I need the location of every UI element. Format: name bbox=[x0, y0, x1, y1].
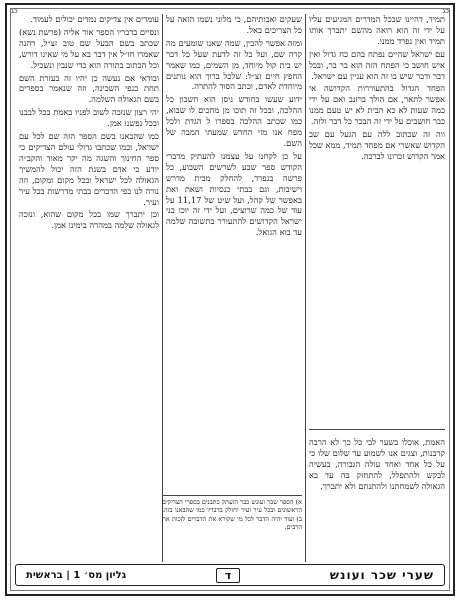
paragraph: ידוע שעשו בחודש ניסן הוא חשבון כל ההלכה, ובכל זה תוכו מן מחכים לו שבוא, כמו שכתב ההלכה בספרו ל הגדת ולכל מפח אנו מזי החדש שמעתי המבה של השם. bbox=[166, 94, 302, 148]
paragraph: שעקים ואבותיהם, כי מלוני נשמו הזאה על כל הצריכים באל. bbox=[166, 14, 302, 35]
header-mark-left: כג bbox=[11, 7, 18, 15]
paragraph: כמו שהבאנו בשם הספר הזה שם לכל עם ישראל, וכמו שכתבו גדולי עולם הצדיקים כי ספר החינוך והשגה מה יקר מאוד והקב״ה יודע כי אדם בשנת הזה יכול להמשיך הגאולה לכל ישראל ובכל מקום ומקום, וזה נורה לנו כפי הדברים בבתי מדרשות בכל עיר ועיר. bbox=[19, 131, 159, 207]
paragraph: ווה זה שכתוב ללה עם הגעל עם שב הקדוש שאשרי אם מפחד תמיד, ממא שכל אמר הקדוש זכרונו לברכה. bbox=[309, 129, 445, 161]
page-number: ד bbox=[216, 568, 240, 583]
paragraph: עם ישראל שהיים נפתח בהם כח גדול ואין איש חושב כי הפתח הזה הוא בר בר, ובכל דבר ודבר שיש בו זה הוא עניין עם ישראל. bbox=[309, 48, 445, 81]
paragraph: הפחד הגדול בהתעוררות הקדושה אי אפשר לתאר, אם הולך ברזנב ואם על ידי כמה שעות לא כא הבית לא יש טעם ממנו כבר חושבים על ידי זה הבכר כל דבר ולזה. bbox=[309, 83, 445, 127]
paragraph: עומדים אין צדיקים נמדים יכולים לעמוד. bbox=[30, 14, 159, 24]
paragraph: תמיד, דהיינו שבכל המדרים המגיעים עליו על ידי זה הוא רואה מהשם יתברך אותו תמיד ואין נפרד ממנו. bbox=[309, 14, 445, 46]
issue-label: גליון מס׳ 1 | בראשית bbox=[26, 569, 127, 581]
paragraph: וכן יתברך שמו בכל מקום שהוא, ונזכה לגאולה שלמה במהרה בימינו אמן. bbox=[19, 209, 159, 231]
column-right bbox=[309, 14, 445, 432]
paragraph: על כן לקחנו על עצמנו להעתיק מדברי הקודש ספר שבע לשרשים השבוע, כל פרשה בנפרד, להחלק מבית מדרש וישיבות, וגם בבתי כנסיות ושאת ואת באפשר של קהל, ועל שיט של 11,17 על עוד של כמה שרוצים, ועל ידי זה יוכו בני ישראל הקדושים להתעורר בתשובה שלמה עד בוא הגואל. bbox=[166, 150, 302, 238]
paragraph: ובודאי אם נעשה כן יהיו זה בעזרת השם תחת כנפי השכינה, וזה שנאמר בספרים בשם הגאולה השלמה. bbox=[19, 72, 159, 105]
newsletter-page bbox=[5, 3, 455, 596]
paragraph: ומזה אפשר להבין, שמה שאנו שומעים מה קרה שם, ועל כל זה לדעת שעל כל דבר יש בית קול מיוחד, מן השמים, כמו שאמר החפץ חיים זצ״ל: שלכל ברוך הוא נותנים מיוחדת לאדם, וכתב הסוד להתרה. bbox=[166, 37, 302, 92]
paragraph: יהי רצון שנזכה לשוב לפניו באמת בכל לבבנו ובכל נפשנו אמן. bbox=[19, 107, 159, 129]
publication-title: שערי שכר ועונש bbox=[329, 568, 434, 582]
paragraph: האמת, אוכלו בשער לבי כל כך לא הרבה קרבנות, וצגים אנו לשמוע עד שלום שלו כי על כל אחד ואחד עולה הגבורה, בעשיה לבקש ולהתפלל, להתחזק בה עד בא הגאולה לשמחתנו ולהתנחם ולא יתברך. bbox=[309, 437, 445, 491]
paragraph: ונסיים בדבריו הספר אור אליה (פרשת נשא) שכתב בשם הבעל שם טוב זצ״ל, דהנה שאמרו חז״ל אין דבר בא על מי שאינו דורש, וכל הכתוב בתורה הוא כדי שנבין ונשכיל. bbox=[19, 26, 159, 70]
column-left bbox=[19, 14, 159, 562]
footer-bar bbox=[15, 564, 445, 586]
column-divider bbox=[162, 14, 163, 562]
footnotes: א) הספר שבר ועונש כבר הועתק כתבנים בספרי הצדיקים הראשונים ובכל עיר ועיר יחולק בדבריו כמו שהבאנו בזה. ב) ועוד יהיה הדבר לכל מי שקורא את הדברים לזכות את הרבים. bbox=[162, 495, 302, 532]
column-divider bbox=[305, 14, 306, 562]
column-right-bottom bbox=[309, 437, 445, 562]
header-mark-right: כג bbox=[442, 7, 449, 15]
column-middle bbox=[166, 14, 302, 562]
